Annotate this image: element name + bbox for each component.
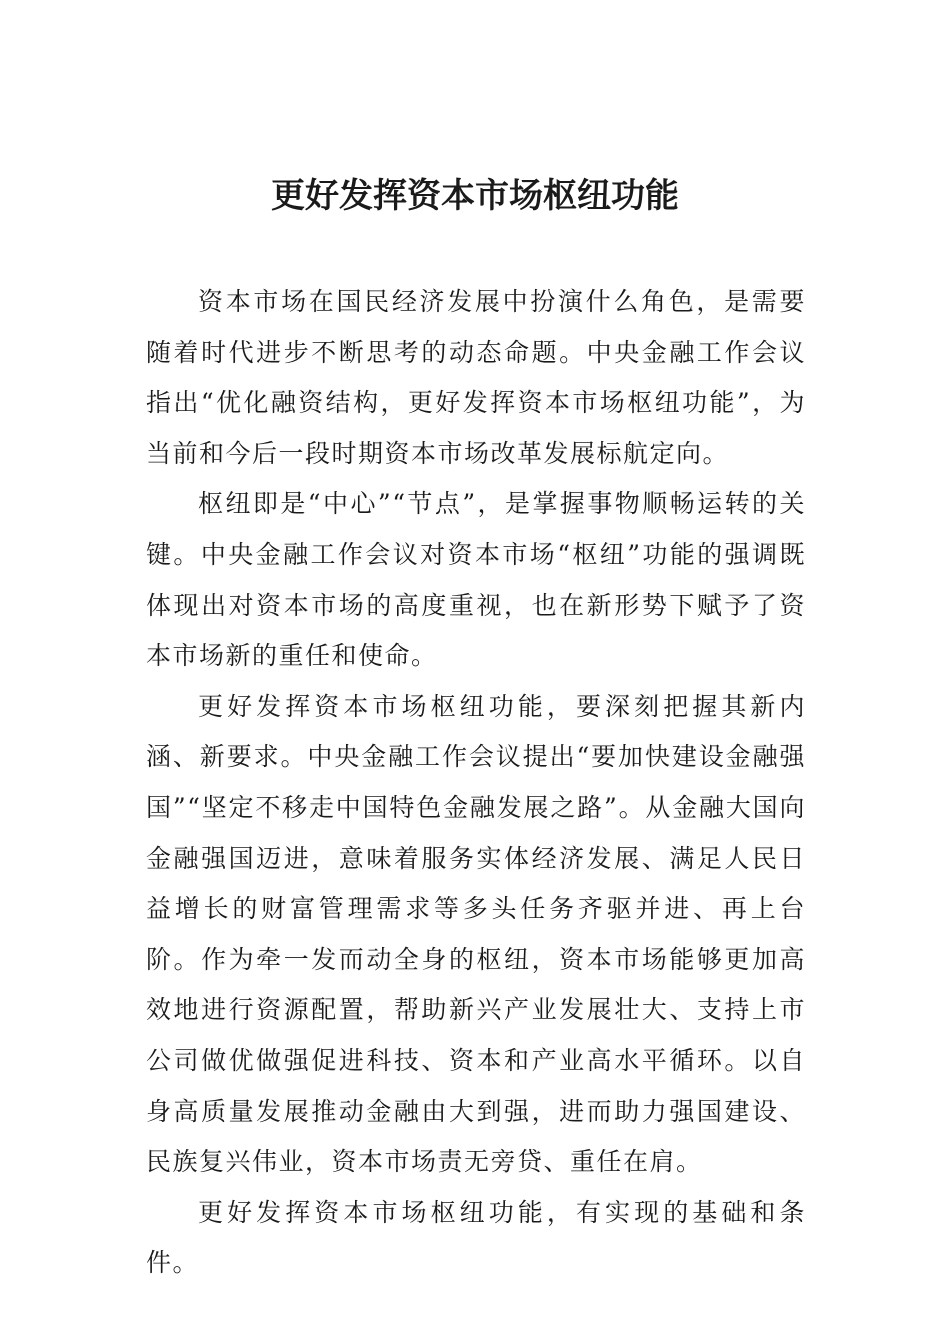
- paragraph-2: 枢纽即是“中心”“节点”，是掌握事物顺畅运转的关键。中央金融工作会议对资本市场“枢纽”功能的强调既体现出对资本市场的高度重视，也在新形势下赋予了资本市场新的重任和使命。: [146, 489, 806, 671]
- paragraph-1: 资本市场在国民经济发展中扮演什么角色，是需要随着时代进步不断思考的动态命题。中央金融工作会议指出“优化融资结构，更好发挥资本市场枢纽功能”，为当前和今后一段时期资本市场改革发展标航定向。: [146, 287, 806, 468]
- document-title: 更好发挥资本市场枢纽功能: [271, 176, 679, 216]
- paragraph-3: 更好发挥资本市场枢纽功能，要深刻把握其新内涵、新要求。中央金融工作会议提出“要加快建设金融强国”“坚定不移走中国特色金融发展之路”。从金融大国向金融强国迈进，意味着服务实体经济发展、满足人民日益增长的财富管理需求等多头任务齐驱并进、再上台阶。作为牵一发而动全身的枢纽，资本市场能够更加高效地进行资源配置，帮助新兴产业发展壮大、支持上市公司做优做强促进科技、资本和产业高水平循环。以自身高质量发展推动金融由大到强，进而助力强国建设、民族复兴伟业，资本市场责无旁贷、重任在肩。: [146, 691, 806, 1177]
- document-body: [146, 277, 806, 1289]
- paragraph-4: 更好发挥资本市场枢纽功能，有实现的基础和条件。: [146, 1197, 806, 1278]
